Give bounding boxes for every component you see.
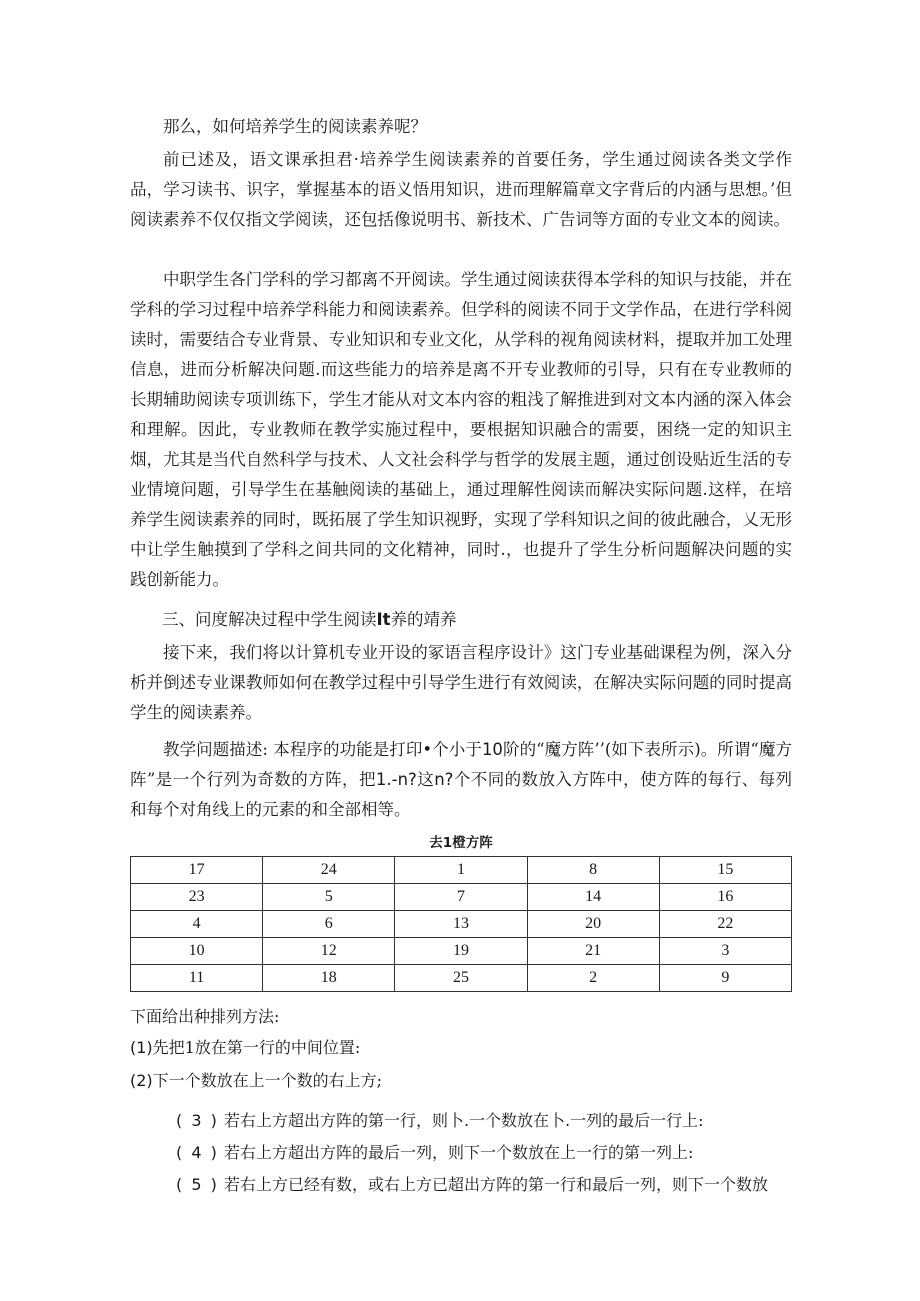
- problem-n-squared: n?: [434, 770, 454, 789]
- table-cell: 3: [659, 938, 791, 965]
- table-cell: 5: [263, 884, 395, 911]
- table-cell: 12: [263, 938, 395, 965]
- rule-text: 下一个数放在上一个数的右上方;: [152, 1071, 383, 1090]
- table-cell: 2: [527, 965, 659, 992]
- section-heading-3: [162, 605, 457, 635]
- paragraph-course-example: 接下来，我们将以计算机专业开设的冢语言程序设计》这门专业基础课程为例，深入分析并倒述专业课教师如何在教学过程中引导学生进行有效阅读，在解决实际问题的同时提高学生的阅读素养。: [130, 643, 792, 722]
- paragraph-subject-reading: 中职学生各门学科的学习都离不开阅读。学生通过阅读获得本学科的知识与技能，并在学科的学习过程中培养学科能力和阅读素养。但学科的阅读不同于文学作品，在进行学科阅读时，需要结合专业背景、专业知识和专业文化，从学科的视角阅读材料，提取并加工处理信息，进而分析解决问题.而这些能力的培养是离不开专业教师的引导，只有在专业教师的长期辅助阅读专项训练下，学生才能从对文本内容的粗浅了解推进到对文本内涵的深入体会和理解。因此，专业教师在教学实施过程中，要根据知识融合的需要，困绕一定的知识主烟，尤其是当代自然科学与技术、人文社会科学与哲学的发展主题，通过创设贴近生活的专业情境问题，引导学生在基触阅读的基础上，通过理解性阅读而解决实际问题.这样，在培养学生阅读素养的同时，既拓展了学生知识视野，实现了学科知识之间的彼此融合，乂无形中让学生触摸到了学科之间共同的文化精神，同时.，也提升了学生分析问题解决问题的实践创新能力。: [130, 270, 792, 589]
- table-cell: 8: [527, 857, 659, 884]
- problem-label: 教学问题描述: [163, 740, 263, 759]
- table-cell: 11: [131, 965, 263, 992]
- table-cell: 22: [659, 911, 791, 938]
- table-row: [131, 911, 792, 938]
- table-caption: 去1橙方阵: [429, 835, 493, 851]
- rule-number: (2): [130, 1071, 153, 1090]
- table-cell: 7: [395, 884, 527, 911]
- table-cell: 20: [527, 911, 659, 938]
- table-cell: 16: [659, 884, 791, 911]
- rule-item: [130, 1035, 360, 1061]
- table-cell: 25: [395, 965, 527, 992]
- table-cell: 9: [659, 965, 791, 992]
- paragraph-chinese-class: 前已述及，语文课承担君·培养学生阅读素养的首要任务，学生通过阅读各类文学作品，学习读书、识字，掌握基本的语义悟用知识，进而理解篇章文字背后的内涵与思想。’但阅读素养不仅仅指文学阅读，还包括像说明书、新技术、广告词等方面的专业文本的阅读。: [130, 150, 792, 229]
- rule-item: [176, 1172, 768, 1198]
- rule-text: 若右上方已经有数，或右上方已超出方阵的第一行和最后一列，则下一个数放: [223, 1175, 768, 1194]
- problem-text-4: 个不同的数放入方阵中，使方阵的每行、每列和每个对角线上的元素的和全部相等。: [130, 770, 793, 819]
- rule-item: [176, 1108, 704, 1134]
- heading-part-c: 养的靖养: [390, 610, 457, 629]
- magic-square-table: [130, 856, 792, 992]
- table-cell: 14: [527, 884, 659, 911]
- table-cell: 19: [395, 938, 527, 965]
- table-cell: 4: [131, 911, 263, 938]
- rule-number: (1): [130, 1038, 153, 1057]
- problem-range: 1.-n?: [375, 770, 417, 789]
- table-cell: 15: [659, 857, 791, 884]
- table-cell: 24: [263, 857, 395, 884]
- heading-part-b: It: [376, 610, 391, 629]
- rule-text: 先把1放在第一行的中间位置:: [152, 1038, 361, 1057]
- problem-text-3: 这: [416, 770, 435, 789]
- table-cell: 23: [131, 884, 263, 911]
- table-cell: 17: [131, 857, 263, 884]
- heading-part-a: 三、问度解决过程中学生阅读: [162, 610, 377, 629]
- table-cell: 1: [395, 857, 527, 884]
- table-row: [131, 884, 792, 911]
- rule-number: ( 3 ): [176, 1111, 219, 1130]
- problem-text-1: 本程序的功能是打印•个小于: [273, 740, 482, 759]
- rule-item: [130, 1068, 382, 1094]
- table-row: [131, 965, 792, 992]
- method-intro: 下面给出种排列方法:: [130, 1007, 280, 1026]
- table-cell: 18: [263, 965, 395, 992]
- table-cell: 6: [263, 911, 395, 938]
- rule-text: 若右上方超出方阵的第一行，则卜.一个数放在卜.一列的最后一行上:: [223, 1111, 704, 1130]
- table-cell: 13: [395, 911, 527, 938]
- paragraph-question: 那么，如何培养学生的阅读素养呢？: [163, 117, 427, 136]
- table-row: [131, 857, 792, 884]
- paragraph-problem-description: 教学问题描述: 本程序的功能是打印•个小于10阶的“魔方阵’’(如下表所示)。所谓“魔方阵”是一个行列为奇数的方阵，把1.-n?这n?个不同的数放入方阵中，使方阵的每行、每列和每个对角线上的元素的和全部相等。: [130, 740, 793, 819]
- rule-text: 若右上方超出方阵的最后一列，则下一个数放在上一行的第一列上:: [223, 1143, 694, 1162]
- problem-number-10: 10: [481, 740, 503, 759]
- problem-text-2: 阶的“魔方阵’’(如下表所示)。所谓“魔方阵”是一个行列为奇数的方阵，把: [130, 740, 792, 789]
- table-cell: 10: [131, 938, 263, 965]
- rule-number: ( 5 ): [176, 1175, 219, 1194]
- table-cell: 21: [527, 938, 659, 965]
- rule-item: [176, 1140, 693, 1166]
- rule-number: ( 4 ): [176, 1143, 219, 1162]
- table-row: [131, 938, 792, 965]
